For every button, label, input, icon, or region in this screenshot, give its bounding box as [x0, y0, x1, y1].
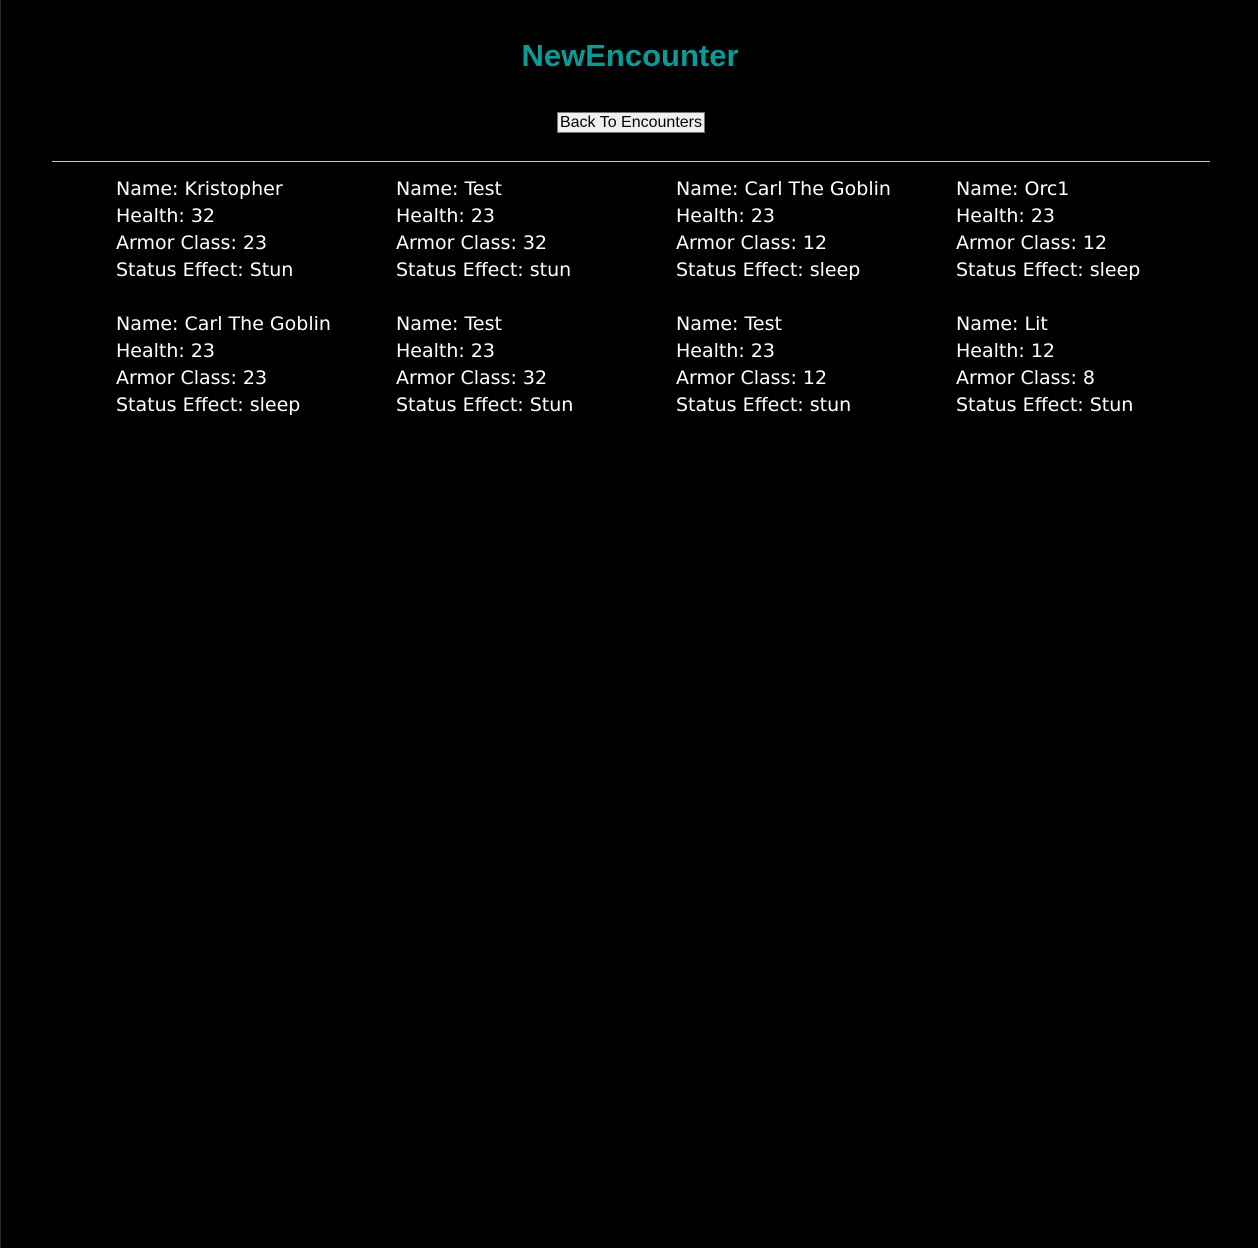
monster-name: Name: Lit	[956, 313, 1048, 335]
monster-card	[676, 311, 956, 419]
monster-armor-class: Armor Class: 12	[676, 367, 828, 389]
divider	[52, 161, 1210, 162]
monster-card	[396, 311, 676, 419]
monster-health: Health: 23	[396, 340, 496, 362]
monster-name: Name: Carl The Goblin	[116, 313, 331, 335]
monster-health: Health: 23	[956, 205, 1056, 227]
monster-health: Health: 23	[396, 205, 496, 227]
monster-health: Health: 23	[116, 340, 216, 362]
monster-health: Health: 12	[956, 340, 1056, 362]
monster-card	[956, 311, 1236, 419]
back-to-encounters-button[interactable]: Back To Encounters	[557, 112, 705, 133]
monster-card	[396, 176, 676, 284]
monster-status-effect: Status Effect: Stun	[396, 394, 574, 416]
monster-status-effect: Status Effect: stun	[676, 394, 852, 416]
monster-status-effect: Status Effect: sleep	[956, 259, 1141, 281]
monster-health: Health: 23	[676, 340, 776, 362]
monster-card	[116, 176, 396, 284]
monster-name: Name: Kristopher	[116, 178, 283, 200]
monster-armor-class: Armor Class: 12	[676, 232, 828, 254]
monster-status-effect: Status Effect: sleep	[116, 394, 301, 416]
monster-card	[956, 176, 1236, 284]
monster-status-effect: Status Effect: sleep	[676, 259, 861, 281]
monster-armor-class: Armor Class: 12	[956, 232, 1108, 254]
monster-card	[676, 176, 956, 284]
monster-grid	[116, 176, 1236, 419]
monster-name: Name: Carl The Goblin	[676, 178, 891, 200]
monster-name: Name: Test	[676, 313, 782, 335]
monster-status-effect: Status Effect: Stun	[956, 394, 1134, 416]
monster-status-effect: Status Effect: stun	[396, 259, 572, 281]
monster-card	[116, 311, 396, 419]
monster-name: Name: Test	[396, 313, 502, 335]
monster-armor-class: Armor Class: 32	[396, 232, 548, 254]
page-title: NewEncounter	[521, 38, 739, 73]
monster-health: Health: 32	[116, 205, 216, 227]
monster-health: Health: 23	[676, 205, 776, 227]
monster-armor-class: Armor Class: 23	[116, 367, 268, 389]
monster-armor-class: Armor Class: 8	[956, 367, 1095, 389]
monster-status-effect: Status Effect: Stun	[116, 259, 294, 281]
monster-name: Name: Orc1	[956, 178, 1070, 200]
monster-armor-class: Armor Class: 32	[396, 367, 548, 389]
monster-armor-class: Armor Class: 23	[116, 232, 268, 254]
monster-name: Name: Test	[396, 178, 502, 200]
